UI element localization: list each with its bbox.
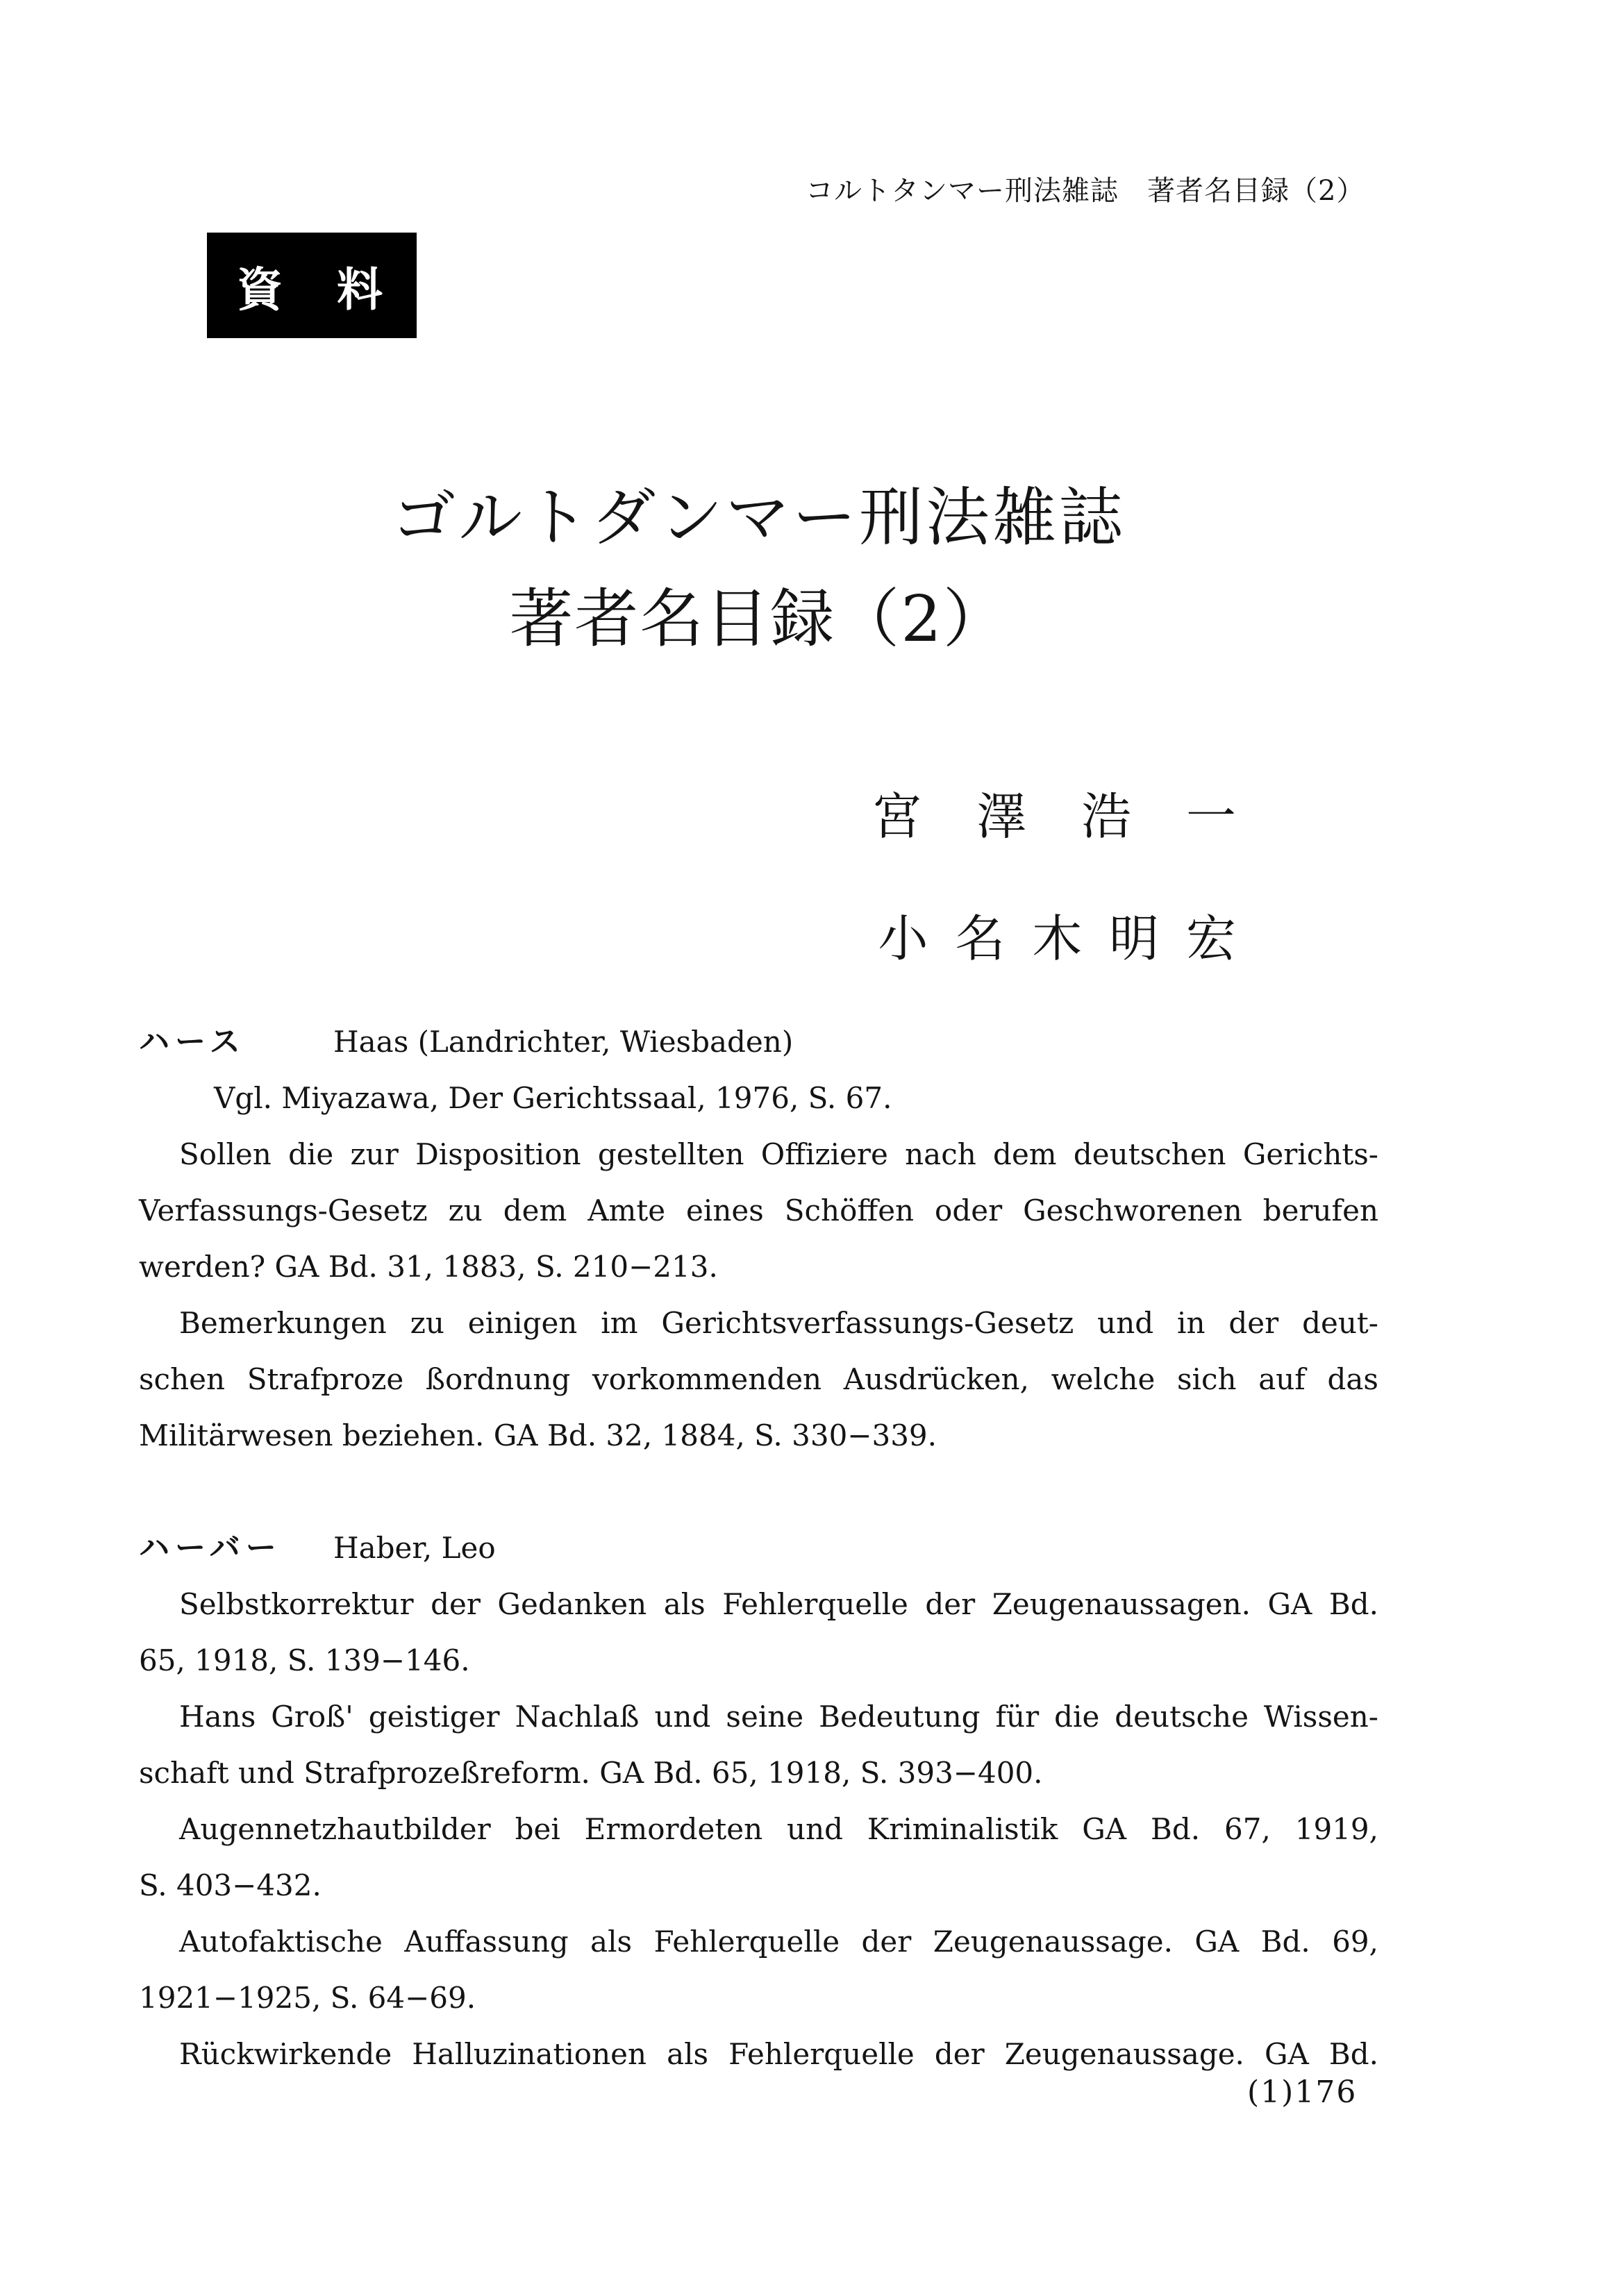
entry-heading-haber bbox=[139, 1520, 1378, 1576]
author-name-2: 小 名 木 明 宏 bbox=[878, 910, 1236, 968]
entry-kana: ハース bbox=[139, 1024, 246, 1059]
bib-line: werden? GA Bd. 31, 1883, S. 210−213. bbox=[139, 1250, 718, 1284]
bib-line: schen Strafproze ßordnung vorkommenden Ausdrücken, welche sich auf das bbox=[139, 1362, 1378, 1396]
bibliography-body bbox=[139, 1014, 1378, 2082]
entry-author-latin: Haas (Landrichter, Wiesbaden) bbox=[333, 1025, 794, 1059]
bib-line: schaft und Strafprozeßreform. GA Bd. 65, 1918, S. 393−400. bbox=[139, 1756, 1043, 1790]
bib-line: Bemerkungen zu einigen im Gerichtsverfassungs-Gesetz und in der deut- bbox=[179, 1306, 1378, 1340]
category-label-box bbox=[207, 233, 417, 338]
bib-line: Rückwirkende Halluzinationen als Fehlerquelle der Zeugenaussage. GA Bd. bbox=[179, 2037, 1378, 2071]
bib-line: Sollen die zur Disposition gestellten Offiziere nach dem deutschen Gerichts- bbox=[179, 1137, 1378, 1171]
bib-line: Hans Groß' geistiger Nachlaß und seine Bedeutung für die deutsche Wissen- bbox=[179, 1700, 1378, 1734]
entry-heading-haas bbox=[139, 1014, 1378, 1070]
bib-line: Autofaktische Auffassung als Fehlerquelle der Zeugenaussage. GA Bd. 69, bbox=[179, 1925, 1378, 1959]
bib-line: Vgl. Miyazawa, Der Gerichtssaal, 1976, S. 67. bbox=[214, 1081, 892, 1115]
bib-line: Selbstkorrektur der Gedanken als Fehlerquelle der Zeugenaussagen. GA Bd. bbox=[179, 1587, 1378, 1621]
author-name-1: 宮 澤 浩 一 bbox=[871, 787, 1236, 846]
category-label: 資 料 bbox=[237, 262, 387, 317]
bib-line: Militärwesen beziehen. GA Bd. 32, 1884, S. 330−339. bbox=[139, 1418, 937, 1452]
authors-block bbox=[871, 776, 1236, 971]
bib-line: Augennetzhautbilder bei Ermordeten und Kriminalistik GA Bd. 67, 1919, bbox=[179, 1812, 1378, 1846]
running-header: コルトタンマー刑法雑誌 著者名目録（2） bbox=[806, 175, 1365, 207]
bib-line: Verfassungs-Gesetz zu dem Amte eines Schöffen oder Geschworenen berufen bbox=[139, 1193, 1378, 1227]
doc-title-line1: ゴルトダンマー刑法雑誌 bbox=[392, 480, 1126, 555]
page-number: (1)176 bbox=[1247, 2075, 1358, 2110]
entry-author-latin: Haber, Leo bbox=[333, 1531, 496, 1565]
entry-kana: ハーバー bbox=[139, 1530, 282, 1566]
bib-line: 1921−1925, S. 64−69. bbox=[139, 1981, 476, 2015]
doc-title-line2: 著者名目録（2） bbox=[509, 582, 1008, 656]
bib-line: 65, 1918, S. 139−146. bbox=[139, 1643, 470, 1677]
blank-line bbox=[139, 1464, 1378, 1520]
bib-line: S. 403−432. bbox=[139, 1868, 322, 1902]
